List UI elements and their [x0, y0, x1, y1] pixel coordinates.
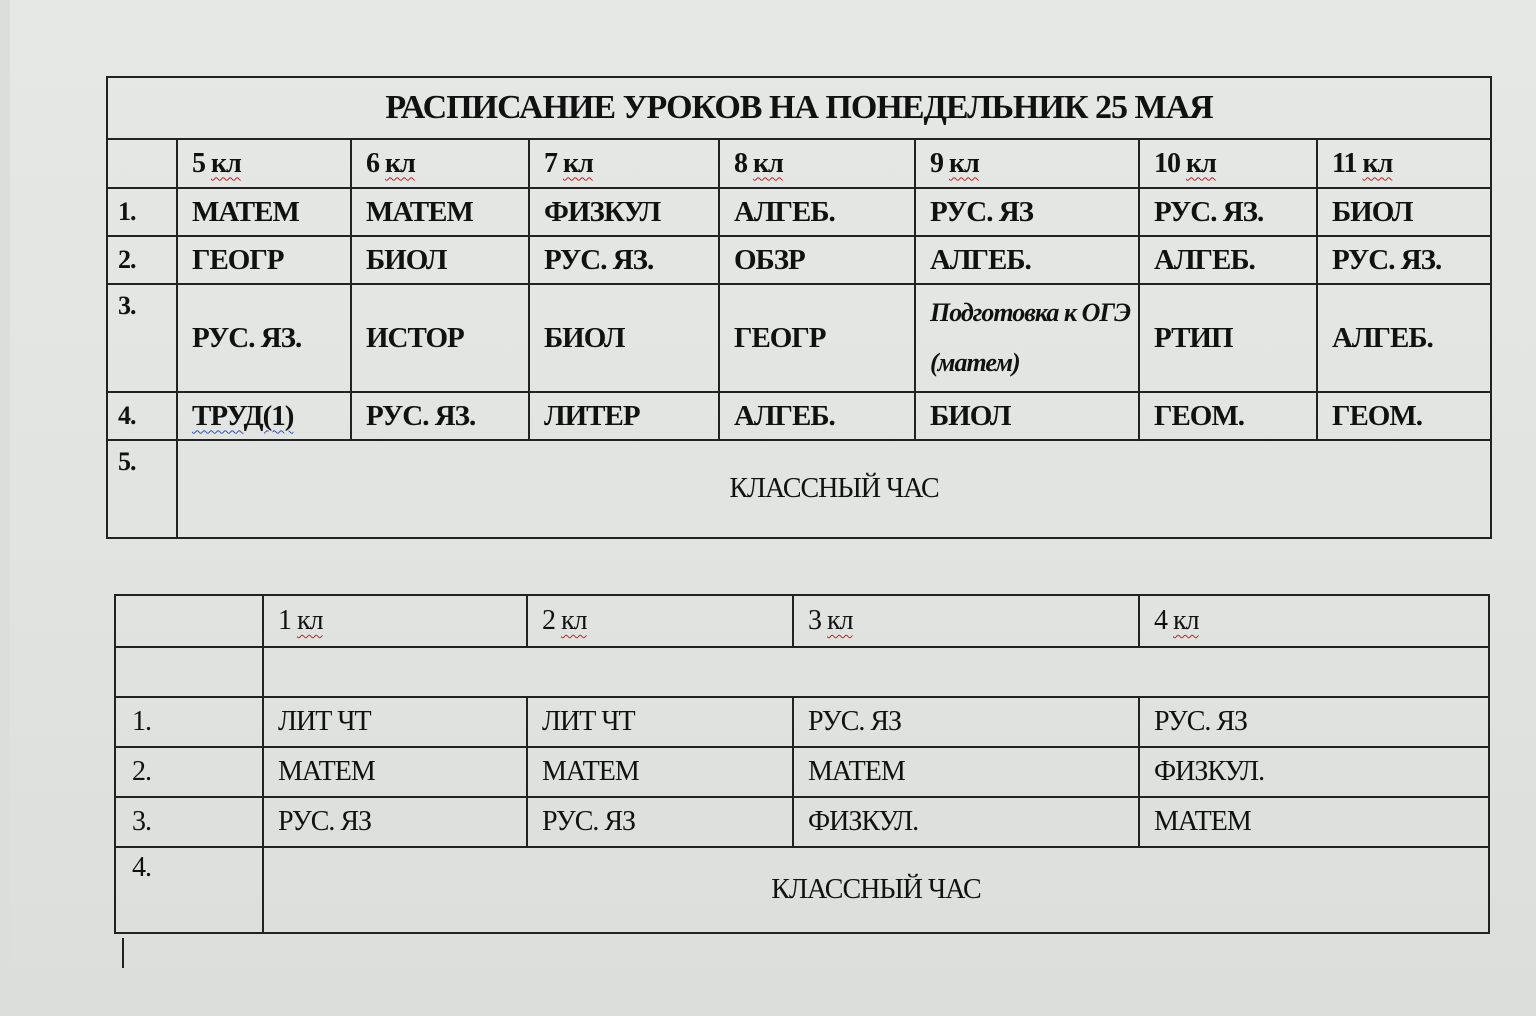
class-header: 4 кл: [1139, 595, 1489, 647]
lesson-cell: АЛГЕБ.: [719, 188, 915, 236]
lesson-cell: ЛИТ ЧТ: [527, 697, 793, 747]
lesson-number: 2.: [107, 236, 177, 284]
lesson-cell: ТРУД(1): [177, 392, 351, 440]
lesson-number: 3.: [107, 284, 177, 392]
lesson-cell: ЛИТ ЧТ: [263, 697, 527, 747]
lesson-cell: РУС. ЯЗ: [915, 188, 1139, 236]
lesson-cell: МАТЕМ: [351, 188, 529, 236]
empty-cell: [115, 647, 263, 697]
lesson-cell: РУС. ЯЗ: [263, 797, 527, 847]
lesson-cell: ФИЗКУЛ.: [793, 797, 1139, 847]
lesson-cell: РУС. ЯЗ.: [1139, 188, 1317, 236]
lesson-cell: РУС. ЯЗ.: [1317, 236, 1491, 284]
schedule-title: РАСПИСАНИЕ УРОКОВ НА ПОНЕДЕЛЬНИК 25 МАЯ: [107, 77, 1491, 139]
empty-row: [263, 647, 1489, 697]
class-header: 6 кл: [351, 139, 529, 188]
lesson-number: 1.: [115, 697, 263, 747]
class-header: 8 кл: [719, 139, 915, 188]
lesson-cell: ГЕОМ.: [1317, 392, 1491, 440]
lesson-cell: РУС. ЯЗ: [527, 797, 793, 847]
corner-cell: [107, 139, 177, 188]
lesson-number: 1.: [107, 188, 177, 236]
lesson-cell: РУС. ЯЗ.: [351, 392, 529, 440]
lesson-cell: АЛГЕБ.: [1139, 236, 1317, 284]
lesson-cell: БИОЛ: [915, 392, 1139, 440]
lesson-number: 5.: [107, 440, 177, 538]
lesson-cell: МАТЕМ: [527, 747, 793, 797]
schedule-table-senior: [106, 76, 1492, 539]
lesson-cell: ФИЗКУЛ: [529, 188, 719, 236]
class-header: 3 кл: [793, 595, 1139, 647]
lesson-cell: БИОЛ: [351, 236, 529, 284]
lesson-number: 3.: [115, 797, 263, 847]
homeroom-cell: КЛАССНЫЙ ЧАС: [177, 440, 1491, 538]
lesson-cell: АЛГЕБ.: [1317, 284, 1491, 392]
lesson-number: 4.: [107, 392, 177, 440]
class-header: 11 кл: [1317, 139, 1491, 188]
class-header: 7 кл: [529, 139, 719, 188]
lesson-cell: ГЕОМ.: [1139, 392, 1317, 440]
lesson-cell: МАТЕМ: [177, 188, 351, 236]
lesson-cell: РУС. ЯЗ: [1139, 697, 1489, 747]
class-header: 9 кл: [915, 139, 1139, 188]
corner-cell: [115, 595, 263, 647]
lesson-cell: БИОЛ: [529, 284, 719, 392]
lesson-cell: МАТЕМ: [1139, 797, 1489, 847]
lesson-cell: АЛГЕБ.: [719, 392, 915, 440]
lesson-cell: РУС. ЯЗ.: [177, 284, 351, 392]
schedule-table-primary: [114, 594, 1490, 934]
lesson-cell: МАТЕМ: [263, 747, 527, 797]
lesson-cell-exam-prep: Подготовка к ОГЭ (матем): [915, 284, 1139, 392]
text-cursor: [122, 938, 124, 968]
lesson-cell: РТИП: [1139, 284, 1317, 392]
lesson-cell: АЛГЕБ.: [915, 236, 1139, 284]
lesson-number: 2.: [115, 747, 263, 797]
lesson-cell: ГЕОГР: [719, 284, 915, 392]
class-header: 1 кл: [263, 595, 527, 647]
document-page: [10, 0, 1536, 1016]
class-header: 2 кл: [527, 595, 793, 647]
lesson-cell: ГЕОГР: [177, 236, 351, 284]
homeroom-cell: КЛАССНЫЙ ЧАС: [263, 847, 1489, 933]
lesson-cell: ФИЗКУЛ.: [1139, 747, 1489, 797]
lesson-cell: РУС. ЯЗ.: [529, 236, 719, 284]
lesson-cell: ОБЗР: [719, 236, 915, 284]
lesson-cell: ИСТОР: [351, 284, 529, 392]
lesson-cell: МАТЕМ: [793, 747, 1139, 797]
lesson-cell: РУС. ЯЗ: [793, 697, 1139, 747]
lesson-cell: БИОЛ: [1317, 188, 1491, 236]
class-header: 10 кл: [1139, 139, 1317, 188]
class-header: 5 кл: [177, 139, 351, 188]
lesson-number: 4.: [115, 847, 263, 933]
lesson-cell: ЛИТЕР: [529, 392, 719, 440]
